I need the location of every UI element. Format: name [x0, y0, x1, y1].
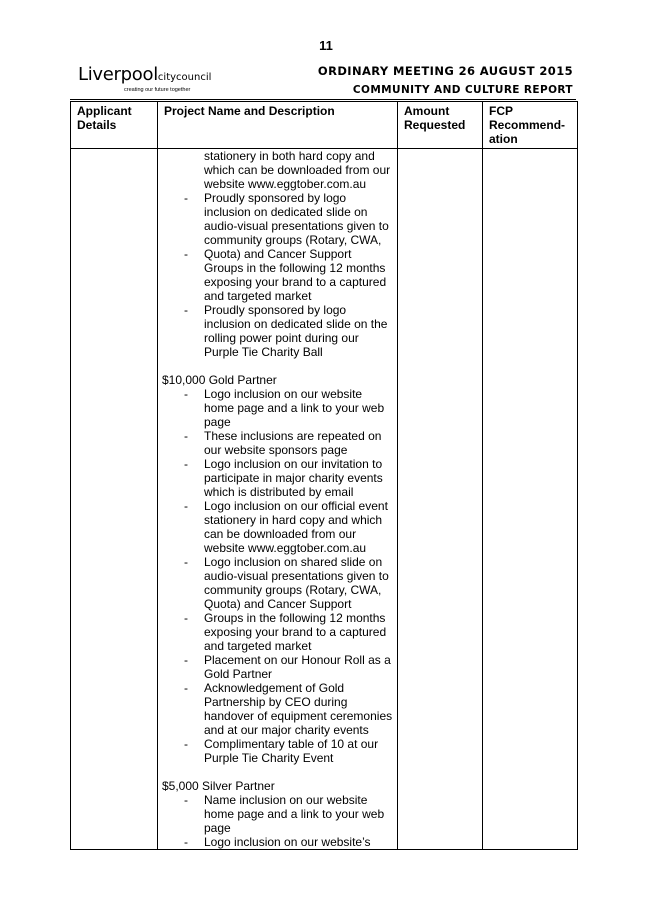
list-item: - Placement on our Honour Roll as a Gold Partner	[162, 653, 393, 681]
gold-partner-title: $10,000 Gold Partner	[162, 373, 277, 387]
table-header-row	[71, 102, 578, 149]
list-item: - Logo inclusion on our website’s	[162, 835, 393, 849]
header-applicant: Applicant Details	[71, 102, 158, 149]
grants-table	[70, 101, 578, 850]
description-cell	[158, 149, 398, 850]
list-item: - Groups in the following 12 months exposing your brand to a captured and targeted market	[162, 611, 393, 653]
logo-city-text: citycouncil	[157, 72, 212, 83]
list-item: - Quota) and Cancer Support Groups in the following 12 months exposing your brand to a captured and targeted market	[162, 247, 393, 303]
header-amount: Amount Requested	[398, 102, 483, 149]
list-item: - Acknowledgement of Gold Partnership by CEO during handover of equipment ceremonies and at our major charity events	[162, 681, 393, 737]
header-recommendation: FCP Recommend-ation	[483, 102, 578, 149]
header-rule	[70, 99, 576, 100]
report-title: COMMUNITY AND CULTURE REPORT	[352, 84, 573, 96]
list-item: - Proudly sponsored by logo inclusion on dedicated slide on audio-visual presentations given to community groups (Rotary, CWA,	[162, 191, 393, 247]
continued-list	[162, 191, 393, 359]
logo-main-text: Liverpool	[78, 64, 158, 85]
list-item: - Logo inclusion on our invitation to participate in major charity events which is distributed by email	[162, 457, 393, 499]
silver-partner-title: $5,000 Silver Partner	[162, 779, 275, 793]
amount-cell	[398, 149, 483, 850]
list-item: - Complimentary table of 10 at our Purple Tie Charity Event	[162, 737, 393, 765]
description	[158, 149, 397, 849]
recommendation-cell	[483, 149, 578, 850]
list-item: - Logo inclusion on shared slide on audio-visual presentations given to community groups (Rotary, CWA, Quota) and Cancer Support	[162, 555, 393, 611]
list-item: - These inclusions are repeated on our website sponsors page	[162, 429, 393, 457]
header-project: Project Name and Description	[158, 102, 398, 149]
logo-wordmark	[78, 66, 211, 87]
list-item: - Logo inclusion on our website home page and a link to your web page	[162, 387, 393, 429]
applicant-cell	[71, 149, 158, 850]
list-item: - Logo inclusion on our official event stationery in hard copy and which can be downloaded from our website www.eggtober.com.au	[162, 499, 393, 555]
list-item: - Name inclusion on our website home page and a link to your web page	[162, 793, 393, 835]
table-row	[71, 149, 578, 850]
continued-text: stationery in both hard copy and which can be downloaded from our website www.eggtober.com.au	[204, 149, 391, 191]
gold-partner-list	[162, 387, 393, 765]
silver-partner-list	[162, 793, 393, 849]
list-item: - Proudly sponsored by logo inclusion on dedicated slide on the rolling power point during our Purple Tie Charity Ball	[162, 303, 393, 359]
logo-tagline: creating our future together	[124, 87, 191, 93]
page-number: 11	[319, 38, 333, 53]
meeting-title: ORDINARY MEETING 26 AUGUST 2015	[317, 64, 573, 78]
council-logo	[78, 66, 211, 93]
